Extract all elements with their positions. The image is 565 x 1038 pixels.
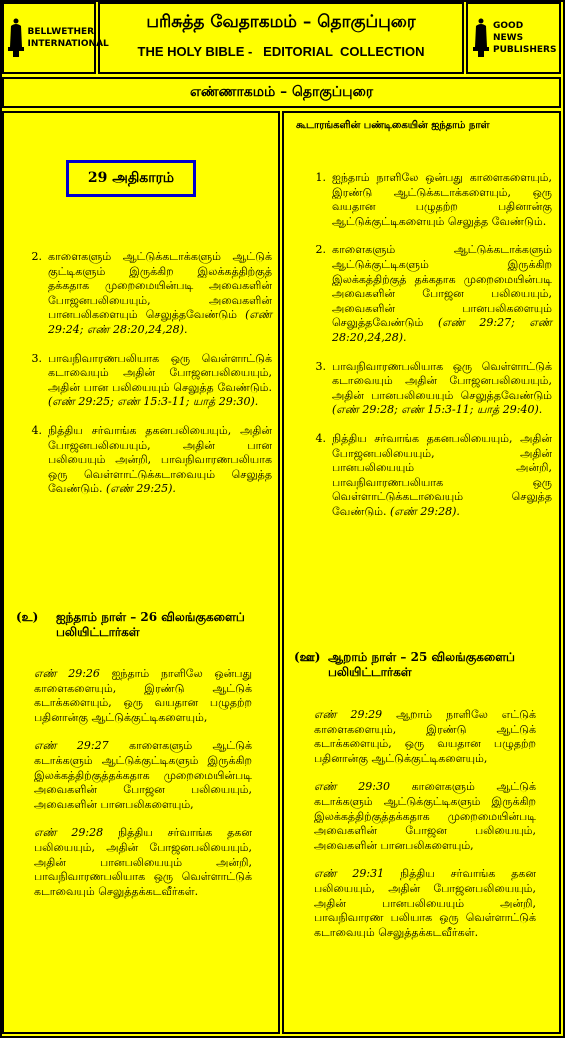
verse-para: எண் 29:29 ஆறாம் நாளிலே எட்டுக் காளைகளையும், இரண்டு ஆட்டுக் கடாக்களையும், ஒரு வயதான பழுதற்ற பதினான்கு ஆட்டுக்குட்டிகளையும், [314,708,536,765]
verse-para: எண் 29:31 நித்திய சர்வாங்க தகன பலியையும், அதின் போஜனபலியையும், அதின் பானபலியையும் அன்றி, பாவநிவாரண பலியாக ஒரு வெள்ளாட்டுக் கடாவையும் செலுத்தக்கடவீர்கள். [314,867,537,939]
verse-ref: (எண் 29:28; எண் 15:3-11; யாத் 29:40). [332,403,543,417]
bellwether-logo [2,2,109,74]
title-tamil: பரிசுத்த வேதாகமம் – தொகுப்புரை [146,12,416,32]
book-title: எண்ணாகமம் – தொகுப்புரை [2,77,561,108]
verse-ref: (எண் 29:24; எண் 28:20,24,28). [48,308,272,336]
bell-icon [7,17,25,59]
list-item: 4. நித்திய சர்வாங்க தகனபலியையும், அதின் போஜனபலியையும், அதின் பான பலியையும் அன்றி, பாவநிவாரணபலியாக ஒரு வெள்ளாட்டுக்கடாவையும் செலுத்த வேண்டும். (எண் 29:25). [31,423,272,496]
left-column [2,111,280,1034]
chapter-box: 29 அதிகாரம் [66,160,196,197]
verse-para: எண் 29:26 ஐந்தாம் நாளிலே ஒன்பது காளைகளையும், இரண்டு ஆட்டுக் கடாக்களையும், ஒரு வயதான பழுதற்ற பதினான்கு ஆட்டுக்குட்டிகளையும், [34,667,252,724]
section-heading: (உ) ஐந்தாம் நாள் – 26 விலங்குகளைப் பலியிட்டார்கள் [16,610,245,639]
verse-ref: (எண் 29:25; எண் 15:3-11; யாத் 29:30). [48,395,259,409]
list-item: 4. நித்திய சர்வாங்க தகனபலியையும், அதின் போஜனபலியையும், அதின் பானபலியையும் அன்றி, பாவநிவாரணபலியாக ஒரு வெள்ளாட்டுக்கடாவையும் செலுத்த வேண்டும். (எண் 29:28). [315,431,552,518]
verse-para: எண் 29:27 காளைகளும் ஆட்டுக் கடாக்களும் ஆட்டுக்குட்டிகளும் இருக்கிற இலக்கத்திற்குத்தக்கதாக முறைமையின்படி அவைகளின் போஜன பலியையும், அவைகளின் பானபலிகளையும், [34,739,253,811]
right-column [282,111,561,1034]
verse-para: எண் 29:30 காளைகளும் ஆட்டுக் கடாக்களும் ஆட்டுக்குட்டிகளும் இருக்கிற இலக்கத்திற்குத்தக்கதாக முறைமையின்படி அவைகளின் போஜன பலியையும், அவைகளின் பானபலிகளையும், [314,780,537,852]
list-item: 2. காளைகளும் ஆட்டுக்கடாக்களும் ஆட்டுக்குட்டிகளும் இருக்கிற இலக்கத்திற்குத் தக்கதாக முறைமையின்படி அவைகளின் போஜன பலியையும், அவைகளின் பானபலிகளையும் செலுத்தவேண்டும் (எண் 29:27; எண் 28:20,24,28). [315,243,552,344]
title-english: THE HOLY BIBLE - EDITORIAL COLLECTION [137,44,425,59]
list-item: 1. ஐந்தாம் நாளிலே ஒன்பது காளைகளையும், இரண்டு ஆட்டுக்கடாக்களையும், ஒரு வயதான பழுதற்ற பதினான்கு ஆட்டுக்குட்டிகளையும் செலுத்த வேண்டும். [315,171,552,228]
right-list [306,171,552,519]
bell-icon [472,17,490,59]
left-paras [34,667,252,899]
header-title-box [98,2,464,74]
verse-ref: (எண் 29:25). [106,482,176,496]
right-heading: கூடாரங்களின் பண்டிகையின் ஐந்தாம் நாள் [296,120,490,131]
list-item: 2. காளைகளும் ஆட்டுக்கடாக்களும் ஆட்டுக் குட்டிகளும் இருக்கிற இலக்கத்திற்குத் தக்கதாக முறைமையின்படி அவைகளின் போஜனபலியையும், அவைகளின் பானபலிகளையும் செலுத்தவேண்டும் (எண் 29:24; எண் 28:20,24,28). [31,250,272,336]
verse-ref: (எண் 29:27; எண் 28:20,24,28). [332,316,552,344]
verse-ref: (எண் 29:28). [390,504,460,518]
list-item: 3. பாவநிவாரணபலியாக ஒரு வெள்ளாட்டுக் கடாவையும் அதின் போஜனபலியையும், அதின் பான பலியையும் செலுத்த வேண்டும். (எண் 29:25; எண் 15:3-11; யாத் 29:30). [31,351,272,409]
right-paras [314,708,536,940]
section-heading: (ஊ) ஆறாம் நாள் – 25 விலங்குகளைப் பலியிட்டார்கள் [294,650,515,679]
verse-para: எண் 29:28 நித்திய சர்வாங்க தகன பலியையும், அதின் போஜனபலியையும், அதின் பானபலியையும் அன்றி, பாவநிவாரணபலியாக ஒரு வெள்ளாட்டுக் கடாவையும் செலுத்தக்கடவீர்கள். [34,826,253,898]
good-news-logo [466,2,561,74]
left-list [22,250,272,497]
list-item: 3. பாவநிவாரணபலியாக ஒரு வெள்ளாட்டுக் கடாவையும் அதின் போஜனபலியையும், அதின் பானபலியையும் செலுத்தவேண்டும் (எண் 29:28; எண் 15:3-11; யாத் 29:40). [315,359,552,417]
logo-left-text: BELLWETHER INTERNATIONAL [27,27,109,49]
logo-right-text: GOOD NEWS PUBLISHERS [493,21,557,55]
